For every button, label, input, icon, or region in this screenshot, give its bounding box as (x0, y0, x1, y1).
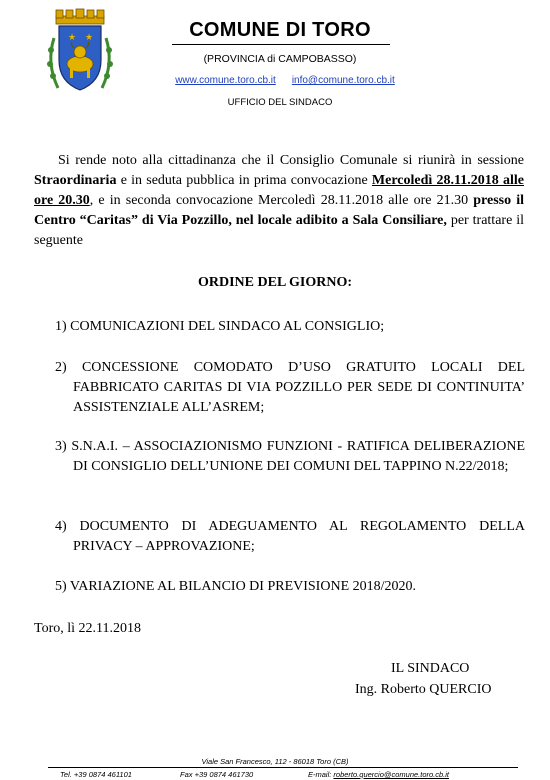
meeting-location: presso il Centro “Caritas” di Via Pozzillo, nel locale adibito a Sala Consiliare, (34, 193, 524, 228)
agenda-title: ORDINE DEL GIORNO: (197, 275, 353, 290)
crown-icon (56, 9, 104, 24)
footer-email-label: E-mail: (308, 770, 334, 779)
agenda-item: 5) VARIAZIONE AL BILANCIO DI PREVISIONE 2018/2020. (55, 579, 417, 594)
session-type: Straordinaria (34, 173, 117, 188)
website-link[interactable]: www.comune.toro.cb.it (175, 75, 276, 86)
title-underline (172, 44, 390, 45)
agenda-item: 2) CONCESSIONE COMODATO D’USO GRATUITO LOCALI DEL FABBRICATO CARITAS DI VIA POZZILLO PER SEDE DI CONTINUITA’ ASSISTENZIALE ALL’ASREM; (55, 360, 525, 415)
footer-email-link[interactable]: roberto.quercio@comune.toro.cb.it (333, 770, 450, 779)
page-title: COMUNE DI TORO (189, 19, 371, 41)
province-label: (PROVINCIA di CAMPOBASSO) (203, 53, 357, 65)
email-link[interactable]: info@comune.toro.cb.it (291, 75, 395, 86)
notice-text: per trattare il seguente (34, 213, 524, 248)
signer-role: IL SINDACO (391, 661, 470, 676)
svg-text:★: ★ (68, 33, 77, 43)
place-date: Toro, lì 22.11.2018 (34, 621, 141, 636)
notice-text: Si rende noto alla cittadinanza che il Consiglio Comunale si riunirà in sessione (58, 153, 524, 168)
notice-paragraph (34, 151, 524, 251)
footer-fax: Fax +39 0874 461730 (180, 770, 254, 779)
agenda-item: 3) S.N.A.I. – ASSOCIAZIONISMO FUNZIONI - RATIFICA DELIBERAZIONE DI CONSIGLIO DELL’UNIONE DEI COMUNI DEL TAPPINO N.22/2018; (55, 439, 525, 474)
footer-email (308, 770, 449, 779)
first-convocation: Mercoledì 28.11.2018 alle ore 20.30 (34, 173, 524, 208)
coat-of-arms-icon (44, 8, 116, 96)
footer-phone: Tel. +39 0874 461101 (60, 770, 132, 779)
agenda-item: 1) COMUNICAZIONI DEL SINDACO AL CONSIGLIO; (55, 319, 385, 334)
footer-divider (48, 767, 518, 768)
notice-text: e in seduta pubblica in prima convocazione (116, 173, 372, 188)
notice-text: , e in seconda convocazione Mercoledì 28.11.2018 alle ore 21.30 (89, 193, 474, 208)
office-label: UFFICIO DEL SINDACO (227, 97, 333, 108)
svg-text:★: ★ (85, 33, 94, 43)
header-links (140, 75, 430, 86)
agenda-item: 4) DOCUMENTO DI ADEGUAMENTO AL REGOLAMENTO DELLA PRIVACY – APPROVAZIONE; (55, 519, 525, 554)
footer-address: Viale San Francesco, 112 - 86018 Toro (CB) (201, 757, 349, 766)
signer-name: Ing. Roberto QUERCIO (355, 682, 492, 697)
